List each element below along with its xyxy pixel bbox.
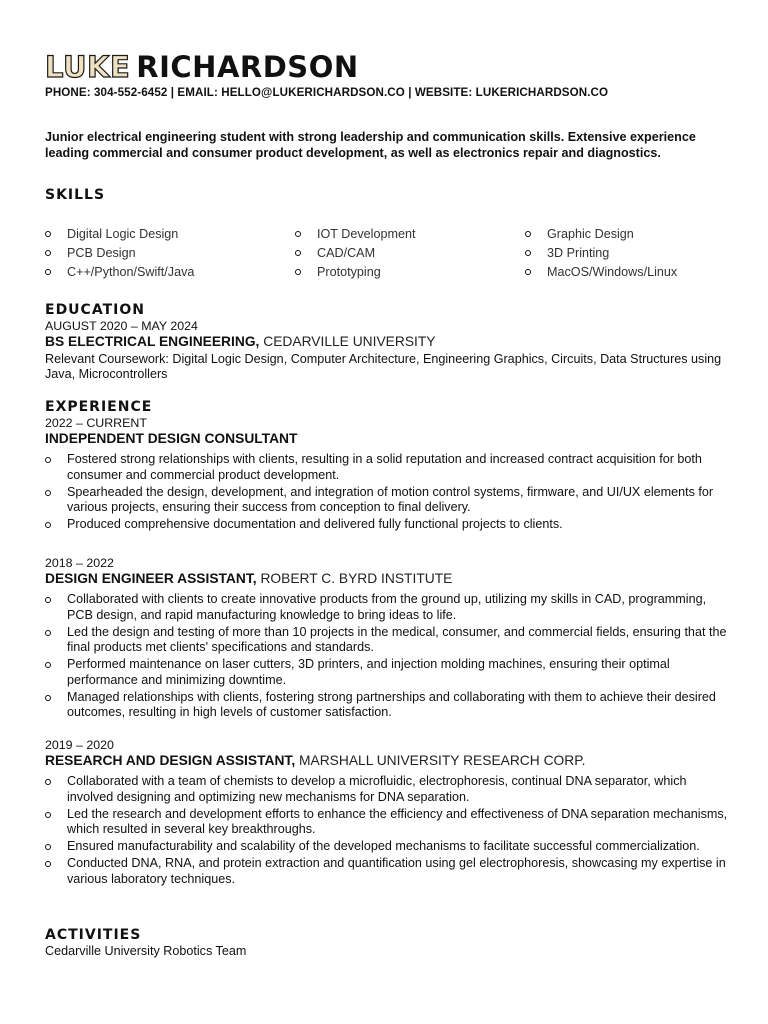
activities-heading: ACTIVITIES (45, 927, 142, 943)
list-item: Led the design and testing of more than 10 projects in the medical, consumer, and commercial fields, ensuring that the final products met clients' specifications and standards. (45, 625, 735, 656)
circle-bullet-icon (45, 844, 51, 850)
circle-bullet-icon (45, 269, 51, 275)
list-item: Led the research and development efforts to enhance the efficiency and effectiveness of DNA separation mechanisms, which resulted in several key breakthroughs. (45, 807, 735, 838)
activity-item: Cedarville University Robotics Team (45, 944, 247, 958)
skill-item: IOT Development (295, 224, 525, 243)
contact-line: PHONE: 304-552-6452 | EMAIL: HELLO@LUKERICHARDSON.CO | WEBSITE: LUKERICHARDSON.CO (45, 86, 609, 99)
job-bullets (45, 592, 735, 722)
list-item: Collaborated with clients to create innovative products from the ground up, utilizing my skills in CAD, programming, PCB design, and rapid manufacturing knowledge to bring ideas to life. (45, 592, 735, 623)
job-date: 2022 – CURRENT (45, 416, 147, 430)
circle-bullet-icon (295, 231, 301, 237)
circle-bullet-icon (45, 250, 51, 256)
job-role (45, 430, 297, 447)
skill-item: 3D Printing (525, 243, 735, 262)
job-date: 2018 – 2022 (45, 556, 114, 570)
circle-bullet-icon (45, 779, 51, 785)
skills-heading: SKILLS (45, 187, 106, 203)
education-coursework: Relevant Coursework: Digital Logic Design, Computer Architecture, Engineering Graphics, Circuits, Data Structures using Java, Microcontrollers (45, 352, 722, 381)
list-item: Produced comprehensive documentation and delivered fully functional projects to clients. (45, 517, 735, 533)
list-item: Spearheaded the design, development, and integration of motion control systems, firmware, and UI/UX elements for various projects, ensuring their success from conception to final delivery. (45, 485, 735, 516)
circle-bullet-icon (45, 522, 51, 528)
list-item: Collaborated with a team of chemists to develop a microfluidic, electrophoresis, continual DNA separator, which involved designing and optimizing new mechanisms for DNA separation. (45, 774, 735, 805)
list-item: Fostered strong relationships with clients, resulting in a solid reputation and increased contract acquisition for both consumer and commercial product development. (45, 452, 735, 483)
circle-bullet-icon (45, 490, 51, 496)
list-item: Managed relationships with clients, fostering strong partnerships and collaborating with them to achieve their desired outcomes, resulting in high levels of customer satisfaction. (45, 690, 735, 721)
summary: Junior electrical engineering student with strong leadership and communication skills. Extensive experience leading commercial and consumer product development, as well as electronics repair and diagnostics. (45, 130, 696, 160)
skill-item: MacOS/Windows/Linux (525, 262, 735, 281)
job-bullets (45, 452, 735, 534)
job-title: DESIGN ENGINEER ASSISTANT, (45, 571, 257, 586)
job-bullets (45, 774, 735, 889)
circle-bullet-icon (525, 250, 531, 256)
list-item: Performed maintenance on laser cutters, 3D printers, and injection molding machines, ensuring their optimal performance and minimizing downtime. (45, 657, 735, 688)
job-title: RESEARCH AND DESIGN ASSISTANT, (45, 753, 296, 768)
skill-item: Digital Logic Design (45, 224, 295, 243)
skill-item: Graphic Design (525, 224, 735, 243)
experience-heading: EXPERIENCE (45, 399, 153, 415)
circle-bullet-icon (295, 250, 301, 256)
circle-bullet-icon (295, 269, 301, 275)
job-organization: MARSHALL UNIVERSITY RESEARCH CORP. (299, 753, 586, 768)
circle-bullet-icon (45, 231, 51, 237)
last-name: RICHARDSON (136, 50, 359, 84)
job-organization: ROBERT C. BYRD INSTITUTE (260, 571, 453, 586)
skill-item: Prototyping (295, 262, 525, 281)
education-date: AUGUST 2020 – MAY 2024 (45, 319, 198, 333)
skill-item: PCB Design (45, 243, 295, 262)
skills-grid (45, 224, 735, 281)
circle-bullet-icon (525, 231, 531, 237)
skills-column-2 (295, 224, 525, 281)
circle-bullet-icon (45, 457, 51, 463)
skills-column-1 (45, 224, 295, 281)
circle-bullet-icon (45, 695, 51, 701)
skill-item: CAD/CAM (295, 243, 525, 262)
education-heading: EDUCATION (45, 302, 145, 318)
skills-column-3 (525, 224, 735, 281)
circle-bullet-icon (45, 861, 51, 867)
circle-bullet-icon (45, 662, 51, 668)
job-role (45, 752, 586, 769)
school-name: CEDARVILLE UNIVERSITY (263, 334, 436, 349)
degree-title: BS ELECTRICAL ENGINEERING, (45, 334, 260, 349)
circle-bullet-icon (525, 269, 531, 275)
circle-bullet-icon (45, 630, 51, 636)
job-role (45, 570, 452, 587)
first-name: LUKE (45, 50, 131, 84)
list-item: Ensured manufacturability and scalability of the developed mechanisms to facilitate successful commercialization. (45, 839, 735, 855)
circle-bullet-icon (45, 812, 51, 818)
skill-item: C++/Python/Swift/Java (45, 262, 295, 281)
list-item: Conducted DNA, RNA, and protein extraction and quantification using gel electrophoresis, showcasing my expertise in various laboratory techniques. (45, 856, 735, 887)
job-title: INDEPENDENT DESIGN CONSULTANT (45, 431, 298, 446)
job-date: 2019 – 2020 (45, 738, 114, 752)
circle-bullet-icon (45, 597, 51, 603)
candidate-name (45, 50, 359, 84)
education-degree (45, 333, 436, 350)
